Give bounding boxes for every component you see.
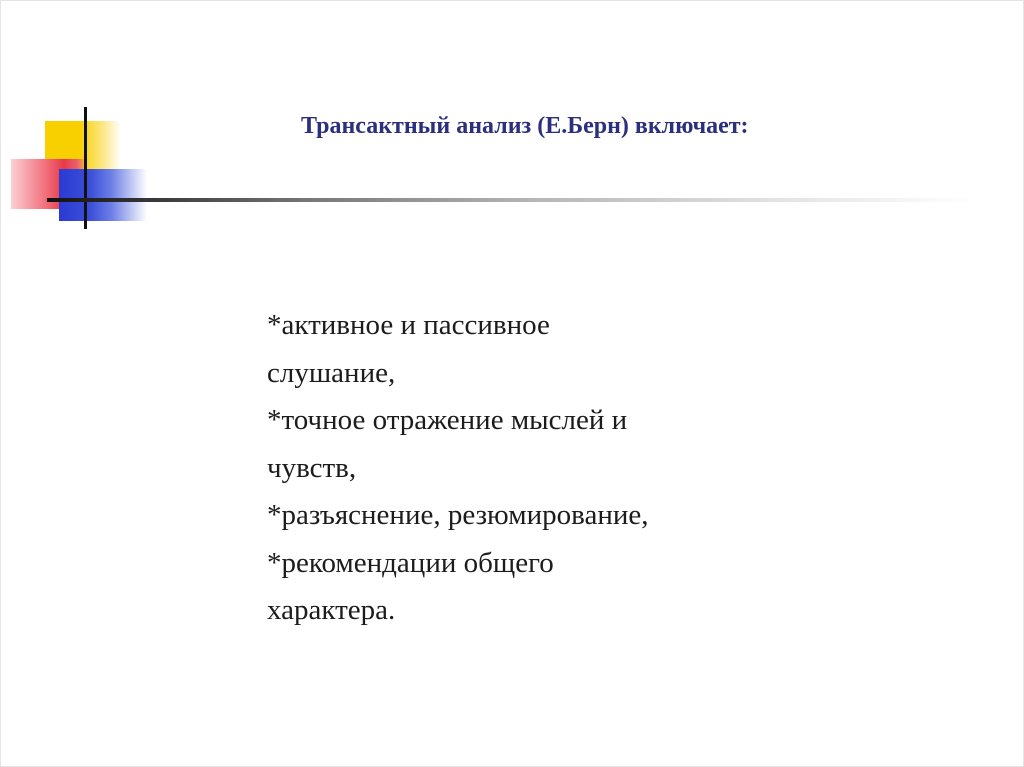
body-line: *точное отражение мыслей и [267, 404, 628, 436]
vertical-rule-decoration [84, 107, 87, 229]
body-line: чувств, [267, 451, 357, 484]
blue-square-decoration [59, 169, 147, 221]
body-line: *рекомендации общего [267, 546, 554, 579]
body-line: *активное и пассивное [267, 309, 550, 341]
body-line: *разъяснение, резюмирование, [267, 499, 649, 531]
horizontal-rule-decoration [47, 198, 977, 202]
slide-body [267, 302, 787, 635]
slide-title: Трансактный анализ (Е.Берн) включает: [301, 113, 749, 139]
body-line: слушание, [267, 356, 396, 389]
body-line: характера. [267, 594, 396, 626]
